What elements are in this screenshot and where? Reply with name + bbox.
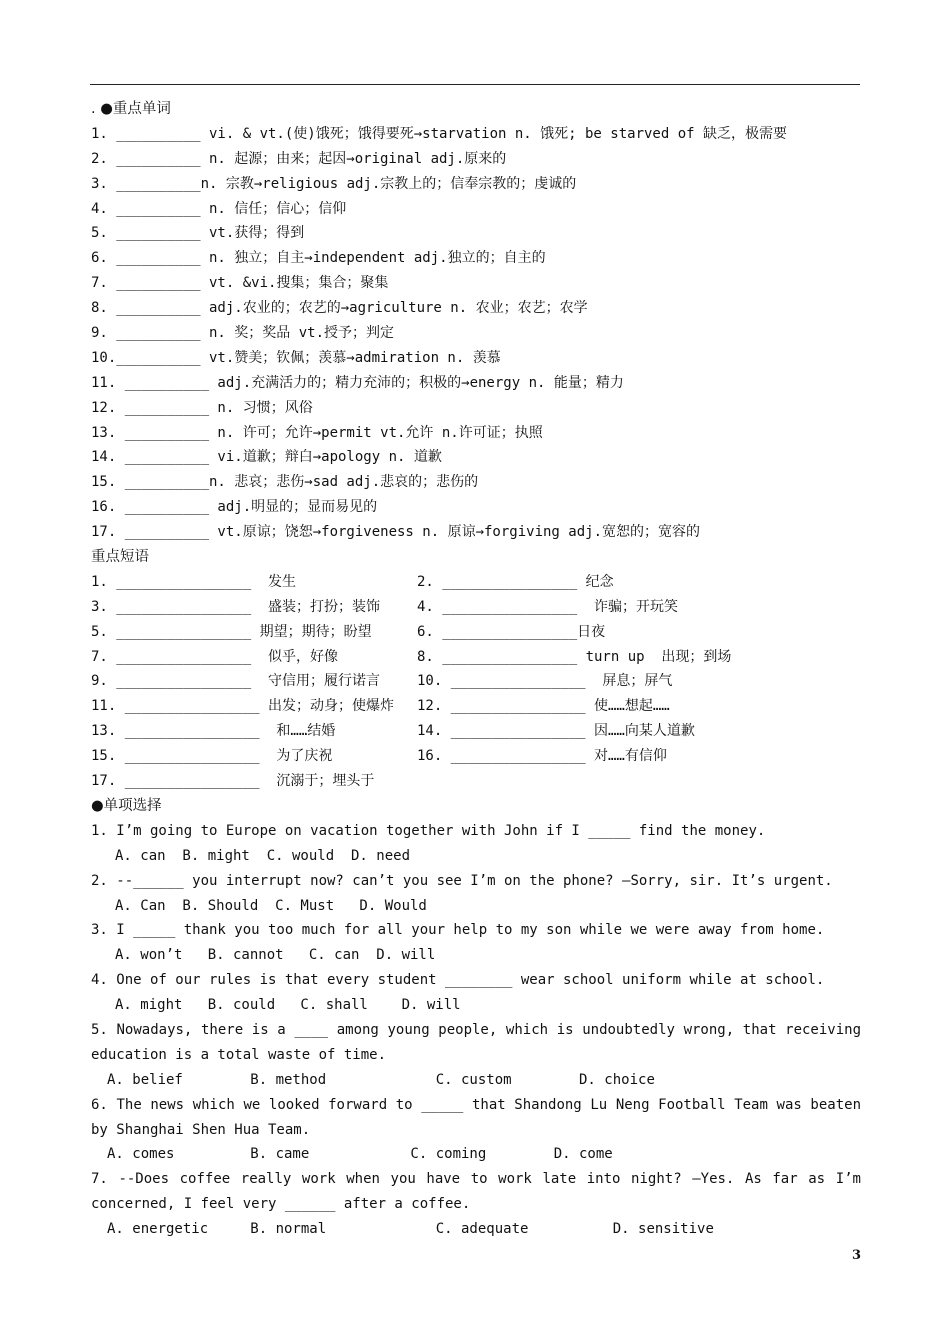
phrase-row bbox=[91, 769, 861, 794]
vocab-item: 11. __________ adj.充满活力的；精力充沛的；积极的→energy n. 能量；精力 bbox=[91, 374, 624, 391]
choice-heading: ●单项选择 bbox=[91, 797, 162, 814]
question-stem-continued: by Shanghai Shen Hua Team. bbox=[91, 1121, 311, 1138]
phrase-item: 16. ________________ 对……有信仰 bbox=[417, 748, 667, 765]
vocab-item: 10.__________ vt.赞美；钦佩；羡慕→admiration n. 羡慕 bbox=[91, 349, 501, 366]
phrase-item: 9. ________________ 守信用；履行诺言 bbox=[91, 673, 381, 690]
vocab-item: 15. __________n. 悲哀；悲伤→sad adj.悲哀的；悲伤的 bbox=[91, 474, 479, 491]
question-stem: 4. One of our rules is that every student ________ wear school uniform while at school. bbox=[91, 972, 825, 989]
phrase-item: 3. ________________ 盛装；打扮；装饰 bbox=[91, 598, 381, 615]
question-stem: 1. I’m going to Europe on vacation together with John if I _____ find the money. bbox=[91, 822, 766, 839]
phrase-item: 4. ________________ 诈骗；开玩笑 bbox=[417, 598, 679, 615]
question-stem: 5. Nowadays, there is a ____ among young people, which is undoubtedly wrong, that receiving bbox=[91, 1021, 861, 1038]
phrase-item: 11. ________________ 出发；动身；使爆炸 bbox=[91, 698, 395, 715]
vocab-item: 6. __________ n. 独立；自主→independent adj.独立的；自主的 bbox=[91, 250, 546, 267]
vocab-item: 5. __________ vt.获得；得到 bbox=[91, 225, 305, 242]
phrase-item: 8. ________________ turn up 出现；到场 bbox=[417, 648, 732, 665]
vocab-item: 14. __________ vi.道歉；辩白→apology n. 道歉 bbox=[91, 449, 442, 466]
vocab-item: 9. __________ n. 奖；奖品 vt.授予；判定 bbox=[91, 325, 395, 342]
question-options: A. energetic B. normal C. adequate D. sensitive bbox=[107, 1221, 714, 1238]
phrase-item: 14. ________________ 因……向某人道歉 bbox=[417, 723, 695, 740]
vocab-item: 1. __________ vi. & vt.(使)饿死；饿得要死→starvation n. 饿死; be starved of 缺乏，极需要 bbox=[91, 125, 788, 142]
vocab-item: 13. __________ n. 许可；允许→permit vt.允许 n.许可证；执照 bbox=[91, 424, 543, 441]
question-options: A. comes B. came C. coming D. come bbox=[107, 1146, 613, 1163]
phrase-item: 2. ________________ 纪念 bbox=[417, 573, 614, 590]
phrase-item: 5. ________________ 期望；期待；盼望 bbox=[91, 623, 372, 640]
phrase-row bbox=[91, 570, 861, 595]
page-number: 3 bbox=[851, 1248, 861, 1263]
phrase-row bbox=[91, 645, 861, 670]
phrases-heading: 重点短语 bbox=[91, 549, 149, 566]
question-options: A. might B. could C. shall D. will bbox=[115, 997, 461, 1014]
phrase-row bbox=[91, 669, 861, 694]
vocab-item: 17. __________ vt.原谅；饶恕→forgiveness n. 原谅→forgiving adj.宽恕的；宽容的 bbox=[91, 524, 701, 541]
question-stem-continued: education is a total waste of time. bbox=[91, 1046, 387, 1063]
phrase-item: 6. ________________日夜 bbox=[417, 623, 606, 640]
question-stem: 2. --______ you interrupt now? can’t you see I’m on the phone? –Sorry, sir. It’s urgent. bbox=[91, 872, 833, 889]
vocab-item: 8. __________ adj.农业的；农艺的→agriculture n. 农业；农艺；农学 bbox=[91, 300, 588, 317]
vocab-item: 3. __________n. 宗教→religious adj.宗教上的；信奉宗教的；虔诚的 bbox=[91, 175, 577, 192]
phrase-item: 12. ________________ 使……想起…… bbox=[417, 698, 670, 715]
question-options: A. belief B. method C. custom D. choice bbox=[107, 1071, 655, 1088]
question-options: A. can B. might C. would D. need bbox=[115, 847, 411, 864]
vocab-item: 4. __________ n. 信任；信心；信仰 bbox=[91, 200, 347, 217]
phrase-item: 7. ________________ 似乎，好像 bbox=[91, 648, 339, 665]
phrase-row bbox=[91, 620, 861, 645]
phrase-row bbox=[91, 744, 861, 769]
question-stem-continued: concerned, I feel very ______ after a coffee. bbox=[91, 1196, 471, 1213]
question-stem: 6. The news which we looked forward to _____ that Shandong Lu Neng Football Team was beaten bbox=[91, 1096, 861, 1113]
phrase-row bbox=[91, 694, 861, 719]
vocab-item: 7. __________ vt. &vi.搜集；集合；聚集 bbox=[91, 275, 389, 292]
question-options: A. won’t B. cannot C. can D. will bbox=[115, 947, 436, 964]
question-options: A. Can B. Should C. Must D. Would bbox=[115, 897, 427, 914]
phrase-item: 10. ________________ 屏息；屏气 bbox=[417, 673, 673, 690]
phrase-row bbox=[91, 595, 861, 620]
vocab-item: 2. __________ n. 起源；由来；起因→original adj.原来的 bbox=[91, 150, 507, 167]
vocab-heading: . ●重点单词 bbox=[91, 101, 171, 117]
phrase-item: 1. ________________ 发生 bbox=[91, 573, 297, 590]
question-stem: 3. I _____ thank you too much for all your help to my son while we were away from home. bbox=[91, 922, 825, 939]
question-stem: 7. --Does coffee really work when you have to work late into night? –Yes. As far as I’m bbox=[91, 1171, 861, 1188]
worksheet-content bbox=[91, 97, 861, 1242]
header-rule bbox=[90, 84, 860, 85]
phrase-item: 13. ________________ 和……结婚 bbox=[91, 723, 336, 740]
vocab-item: 12. __________ n. 习惯；风俗 bbox=[91, 399, 313, 416]
phrase-row bbox=[91, 719, 861, 744]
phrase-item: 15. ________________ 为了庆祝 bbox=[91, 748, 333, 765]
phrase-item: 17. ________________ 沉溺于；埋头于 bbox=[91, 773, 375, 790]
vocab-item: 16. __________ adj.明显的；显而易见的 bbox=[91, 499, 378, 516]
